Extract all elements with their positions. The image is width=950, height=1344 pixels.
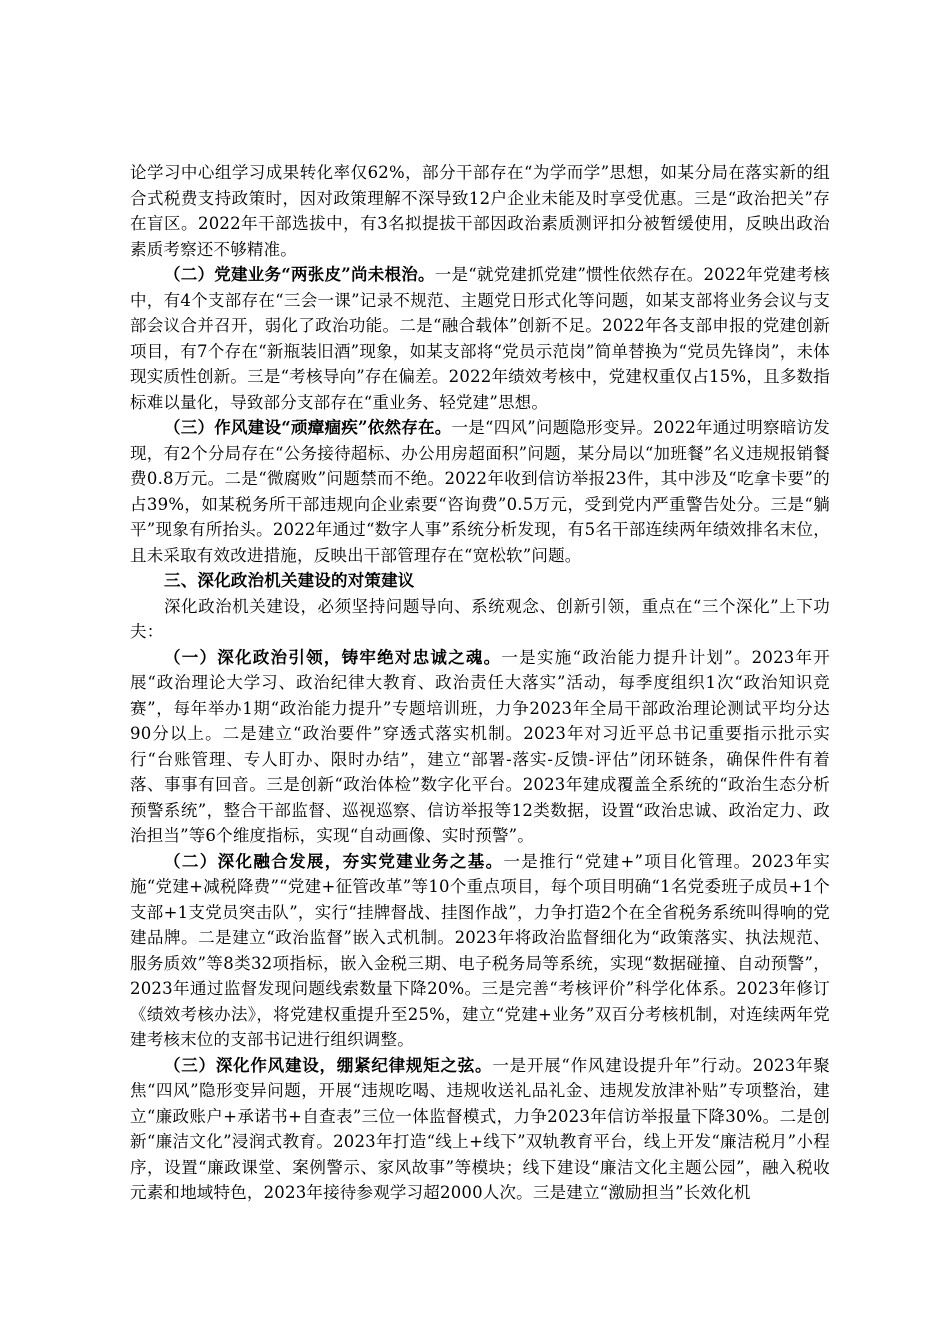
paragraph-text: 一是实施“政治能力提升计划”。2023年开展“政治理论大学习、政治纪律大教育、政治责任大落实”活动，每季度组织1次“政治知识竞赛”，每年举办1期“政治能力提升”专题培训班，力争2023年全局干部政治理论测试平均分达90分以上。二是建立“政治要件”穿透式落实机制。2023年对习近平总书记重要指示批示实行“台账管理、专人盯办、限时办结”，建立“部署-落实-反馈-评估”闭环链条，确保件件有着落、事事有回音。三是创新“政治体检”数字化平台。2023年建成覆盖全系统的“政治生态分析预警系统”，整合干部监督、巡视巡察、信访举报等12类数据，设置“政治忠诚、政治定力、政治担当”等6个维度指标，实现“自动画像、实时预警”。 <box>130 647 830 845</box>
paragraph-party-business-integration <box>130 262 830 415</box>
paragraph-heading: （三）作风建设“顽瘴痼疾”依然存在。 <box>164 418 452 437</box>
paragraph-heading: （三）深化作风建设，绷紧纪律规矩之弦。 <box>164 1055 493 1075</box>
paragraph-work-style <box>130 415 830 568</box>
section-heading-countermeasures <box>130 568 830 594</box>
paragraph-text: 一是“四风”问题隐形变异。2022年通过明察暗访发现，有2个分局存在“公务接待超标、办公用房超面积”问题，某分局以“加班餐”名义违规报销餐费0.8万元。二是“微腐败”问题禁而不绝。2022年收到信访举报23件，其中涉及“吃拿卡要”的占39%，如某税务所干部违规向企业索要“咨询费”0.5万元，受到党内严重警告处分。三是“躺平”现象有所抬头。2022年通过“数字人事”系统分析发现，有5名干部连续两年绩效排名末位，且未采取有效改进措施，反映出干部管理存在“宽松软”问题。 <box>130 418 830 565</box>
paragraph-party-study <box>130 160 830 262</box>
paragraph-countermeasures-intro <box>130 594 830 645</box>
paragraph-political-guidance <box>130 645 830 849</box>
paragraph-discipline <box>130 1053 830 1206</box>
section-heading: 三、深化政治机关建设的对策建议 <box>164 571 415 590</box>
paragraph-text: 一是“就党建抓党建”惯性依然存在。2022年党建考核中，有4个支部存在“三会一课”记录不规范、主题党日形式化等问题，如某支部将业务会议与支部会议合并召开，弱化了政治功能。二是“融合载体”创新不足。2022年各支部申报的党建创新项目，有7个存在“新瓶装旧酒”现象，如某支部将“党员示范岗”简单替换为“党员先锋岗”，未体现实质性创新。三是“考核导向”存在偏差。2022年绩效考核中，党建权重仅占15%，且多数指标难以量化，导致部分支部存在“重业务、轻党建”思想。 <box>130 265 830 412</box>
paragraph-text: 深化政治机关建设，必须坚持问题导向、系统观念、创新引领，重点在“三个深化”上下功夫： <box>130 596 830 641</box>
paragraph-heading: （二）深化融合发展，夯实党建业务之基。 <box>164 851 504 871</box>
paragraph-heading: （一）深化政治引领，铸牢绝对忠诚之魂。 <box>164 647 502 667</box>
paragraph-text: 一是推行“党建+”项目化管理。2023年实施“党建+减税降费”“党建+征管改革”等10个重点项目，每个项目明确“1名党委班子成员+1个支部+1支党员突击队”，实行“挂牌督战、挂图作战”，力争打造2个在全省税务系统叫得响的党建品牌。二是建立“政治监督”嵌入式机制。2023年将政治监督细化为“政策落实、执法规范、服务质效”等8类32项指标，嵌入金税三期、电子税务局等系统，实现“数据碰撞、自动预警”，2023年通过监督发现问题线索数量下降20%。三是完善“考核评价”科学化体系。2023年修订《绩效考核办法》，将党建权重提升至25%，建立“党建+业务”双百分考核机制，对连续两年党建考核末位的支部书记进行组织调整。 <box>130 851 830 1049</box>
paragraph-heading: （二）党建业务“两张皮”尚未根治。 <box>164 265 435 284</box>
paragraph-text: 一是开展“作风建设提升年”行动。2023年聚焦“四风”隐形变异问题，开展“违规吃喝、违规收送礼品礼金、违规发放津补贴”专项整治，建立“廉政账户+承诺书+自查表”三位一体监督模式，力争2023年信访举报量下降30%。二是创新“廉洁文化”浸润式教育。2023年打造“线上+线下”双轨教育平台，线上开发“廉洁税月”小程序，设置“廉政课堂、案例警示、家风故事”等模块；线下建设“廉洁文化主题公园”，融入税收元素和地域特色，2023年接待参观学习超2000人次。三是建立“激励担当”长效化机 <box>130 1055 830 1202</box>
paragraph-integrated-development <box>130 849 830 1053</box>
document-body <box>130 160 830 1206</box>
paragraph-text: 论学习中心组学习成果转化率仅62%，部分干部存在“为学而学”思想，如某分局在落实新的组合式税费支持政策时，因对政策理解不深导致12户企业未能及时享受优惠。三是“政治把关”存在盲区。2022年干部选拔中，有3名拟提拔干部因政治素质测评扣分被暂缓使用，反映出政治素质考察还不够精准。 <box>130 163 830 259</box>
